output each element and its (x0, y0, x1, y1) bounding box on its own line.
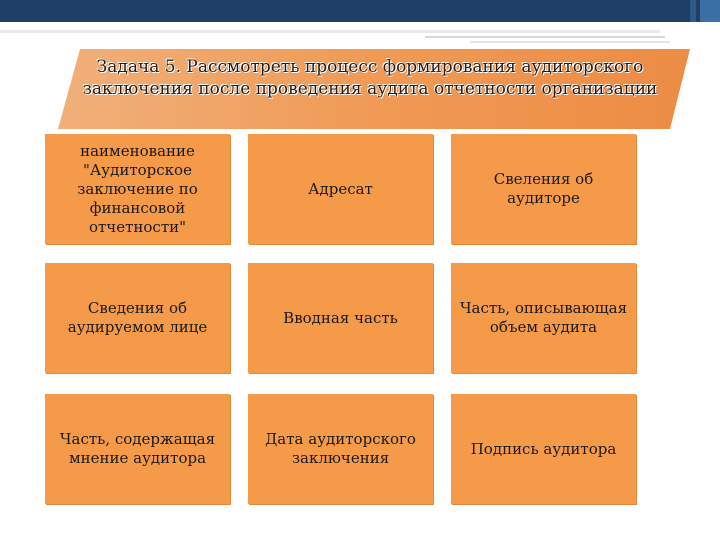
grid-cell-signature: Подпись аудитора (451, 394, 636, 504)
grid-cell-opinion: Часть, содержащая мнение аудитора (45, 394, 230, 504)
grid-cell-addressee: Адресат (248, 134, 433, 244)
grid-cell-audited-entity: Сведения об аудируемом лице (45, 263, 230, 373)
grid-cell-report-date: Дата аудиторского заключения (248, 394, 433, 504)
page-title: Задача 5. Рассмотреть процесс формирования аудиторского заключения после проведения аудита отчетности организации (82, 57, 658, 99)
grid-cell-scope: Часть, описывающая объем аудита (451, 263, 636, 373)
decorative-line (470, 41, 670, 43)
top-bar-accent (700, 0, 720, 22)
decorative-line (0, 30, 660, 33)
top-bar-accent (690, 0, 696, 22)
grid-cell-name: наименование "Аудиторское заключение по финансовой отчетности" (45, 134, 230, 244)
grid-cell-introduction: Вводная часть (248, 263, 433, 373)
decorative-line (425, 36, 665, 38)
top-bar (0, 0, 720, 22)
grid-cell-auditor-info: Свеления об аудиторе (451, 134, 636, 244)
